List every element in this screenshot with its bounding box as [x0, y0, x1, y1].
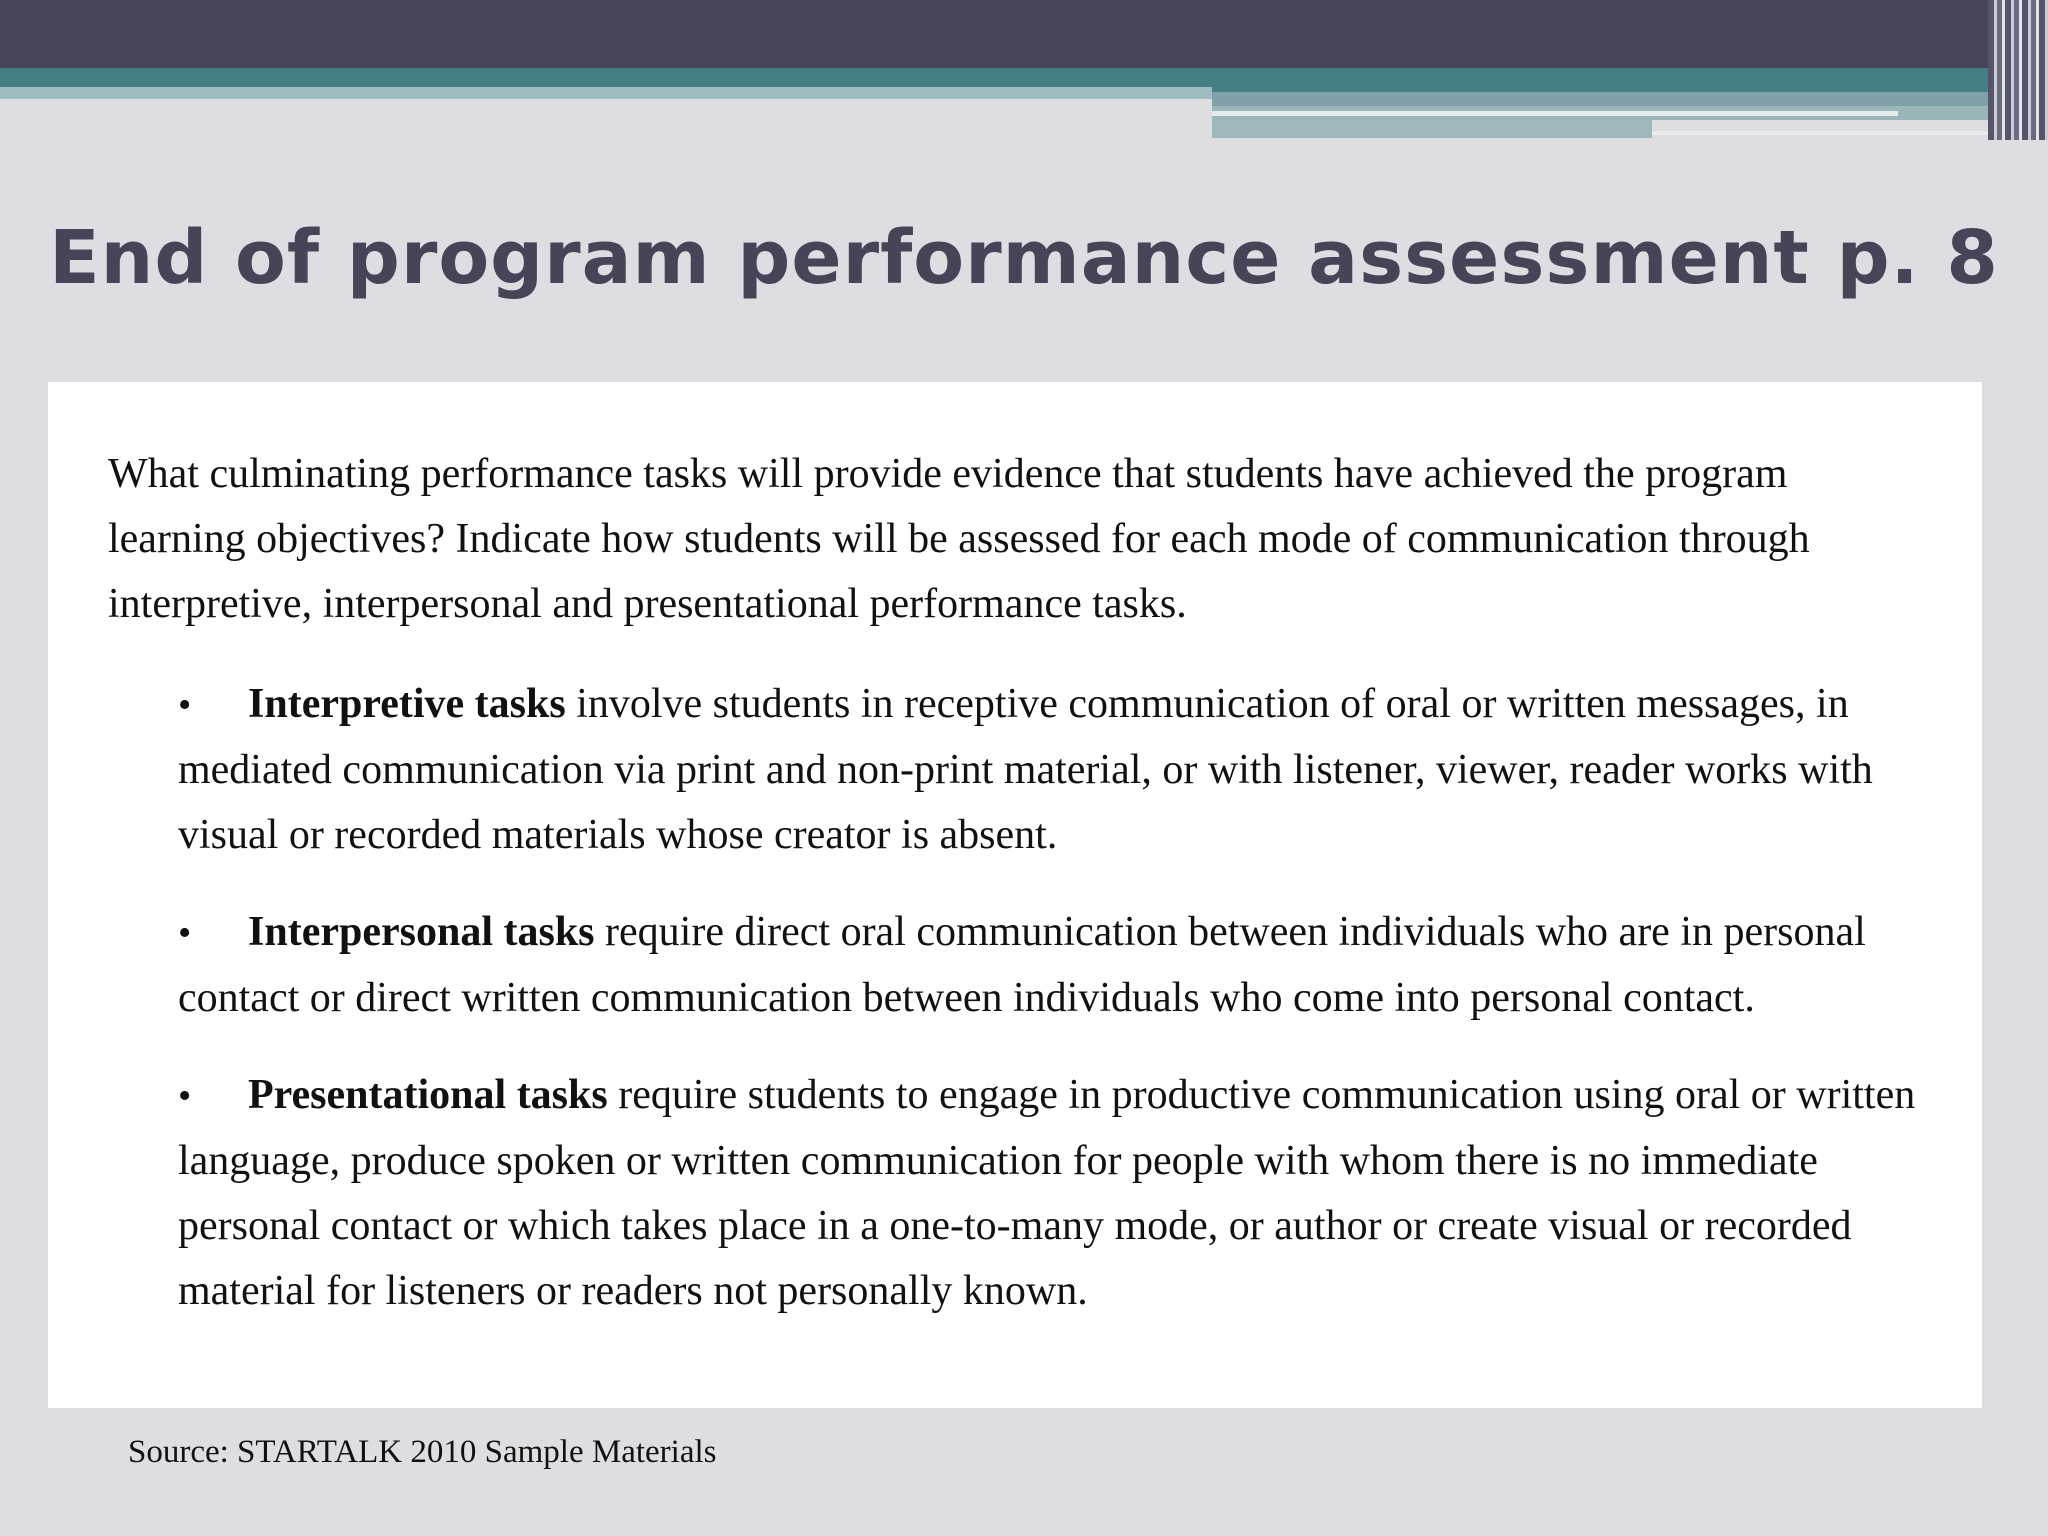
corner-stripes-decoration — [1988, 0, 2048, 140]
content-box — [48, 382, 1982, 1408]
list-item — [178, 672, 1922, 868]
header-accent-line — [1212, 111, 1898, 116]
header-band-right — [1212, 92, 2048, 106]
bullet-text: require students to engage in productive communication using oral or written language, produce spoken or written communication for people with whom there is no immediate personal contact or which takes place in a one-to-many mode, or author or create visual or recorded material for listeners or readers not personally known. — [178, 1072, 1916, 1314]
bullet-icon: • — [178, 684, 192, 726]
header-bar-dark — [0, 0, 2048, 68]
intro-paragraph: What culminating performance tasks will provide evidence that students have achieved the program learning objectives? Indicate how students will be assessed for each mode of communication through interpretive, interpersonal and presentational performance tasks. — [108, 451, 1810, 627]
bullet-term: Interpersonal tasks — [248, 909, 595, 955]
list-item — [178, 900, 1922, 1031]
slide-title: End of program performance assessment p. 8 — [49, 215, 1999, 301]
bullet-term: Presentational tasks — [248, 1072, 608, 1118]
header-bar-teal-light — [0, 87, 1212, 99]
list-item — [178, 1063, 1922, 1324]
bullet-icon: • — [178, 1075, 192, 1117]
header-band-right-bottom — [1212, 120, 1652, 138]
bullet-term: Interpretive tasks — [248, 681, 566, 727]
task-list — [108, 672, 1922, 1324]
bullet-text: involve students in receptive communication of oral or written messages, in mediated communication via print and non-print material, or with listener, viewer, reader works with visual or recorded materials whose creator is absent. — [178, 681, 1873, 858]
bullet-icon: • — [178, 912, 192, 954]
bullet-text: require direct oral communication between individuals who are in personal contact or direct written communication between individuals who come into personal contact. — [178, 909, 1866, 1021]
source-citation: Source: STARTALK 2010 Sample Materials — [128, 1434, 717, 1470]
